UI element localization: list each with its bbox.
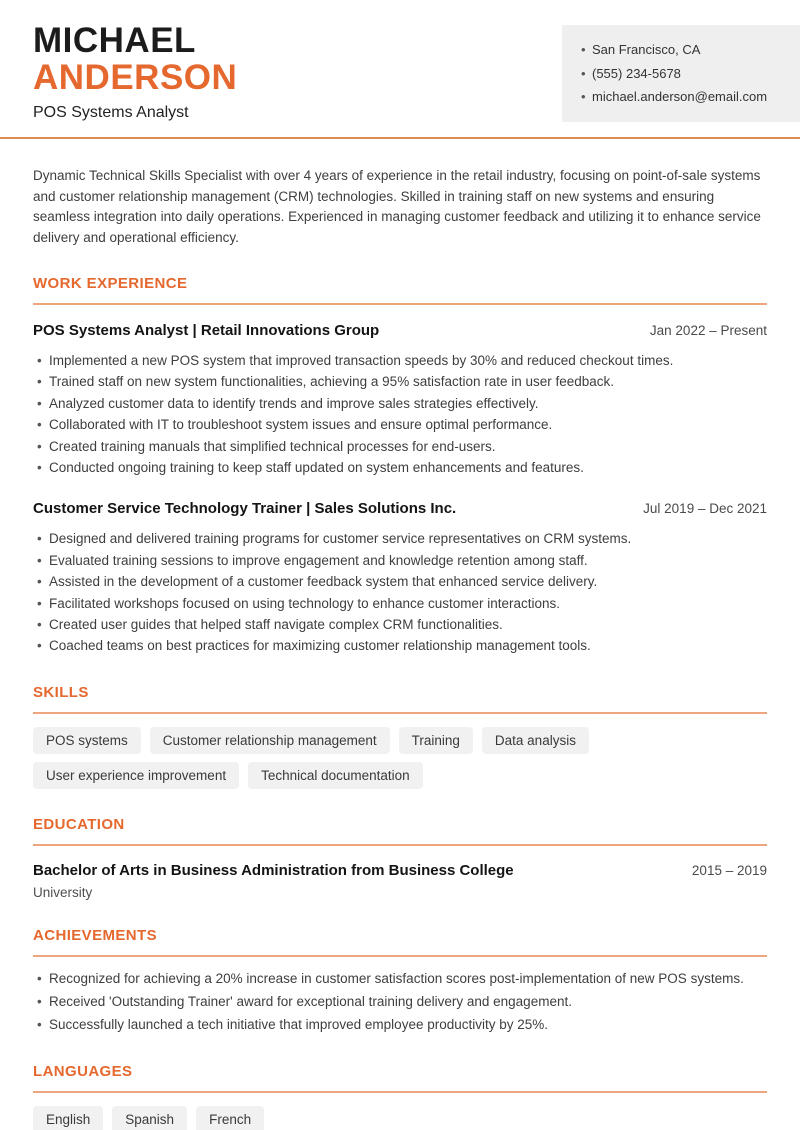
job-title: POS Systems Analyst | Retail Innovations Group <box>33 322 380 339</box>
job-bullet: • Evaluated training sessions to improve engagement and knowledge retention among staff. <box>33 550 767 571</box>
job-bullet: • Implemented a new POS system that improved transaction speeds by 30% and reduced checkout times. <box>33 350 767 371</box>
section-work-experience <box>33 275 767 657</box>
skill-tag: Technical documentation <box>248 762 423 789</box>
achievements-heading: ACHIEVEMENTS <box>33 926 157 944</box>
job-bullet: • Analyzed customer data to identify trends and improve sales strategies effectively. <box>33 393 767 414</box>
skill-tag: POS systems <box>33 727 141 754</box>
skills-tag-list <box>33 727 767 789</box>
section-languages <box>33 1063 767 1130</box>
language-tag: English <box>33 1106 103 1130</box>
job-bullet: • Designed and delivered training programs for customer service representatives on CRM systems. <box>33 528 767 549</box>
job-bullet-list <box>33 528 767 656</box>
education-heading: EDUCATION <box>33 815 125 833</box>
job-entry-header <box>33 499 767 518</box>
languages-tag-list <box>33 1106 767 1130</box>
candidate-first-name: MICHAEL <box>33 21 196 60</box>
job-entry <box>33 321 767 478</box>
section-rule <box>33 303 767 305</box>
header-divider <box>0 137 800 139</box>
job-dates: Jan 2022 – Present <box>649 323 767 338</box>
section-rule <box>33 712 767 714</box>
language-tag: Spanish <box>112 1106 187 1130</box>
job-bullet: • Collaborated with IT to troubleshoot system issues and ensure optimal performance. <box>33 414 767 435</box>
skill-tag: Data analysis <box>482 727 589 754</box>
education-dates: 2015 – 2019 <box>691 862 767 878</box>
job-bullet-list <box>33 350 767 478</box>
section-achievements <box>33 927 767 1037</box>
contact-phone: • (555) 234-5678 <box>581 62 784 86</box>
section-skills <box>33 684 767 789</box>
job-bullet: • Conducted ongoing training to keep staff updated on system enhancements and features. <box>33 457 767 478</box>
job-bullet: • Created training manuals that simplified technical processes for end-users. <box>33 436 767 457</box>
job-bullet: • Created user guides that helped staff navigate complex CRM functionalities. <box>33 614 767 635</box>
job-bullet: • Coached teams on best practices for maximizing customer relationship management tools. <box>33 635 767 656</box>
achievement-bullet: • Received 'Outstanding Trainer' award for exceptional training delivery and engagement. <box>33 990 767 1013</box>
job-title: Customer Service Technology Trainer | Sales Solutions Inc. <box>33 500 457 518</box>
contact-email: • michael.anderson@email.com <box>581 85 784 109</box>
work-experience-heading: WORK EXPERIENCE <box>33 275 188 292</box>
section-rule <box>33 844 767 846</box>
education-entry-header <box>33 861 767 880</box>
candidate-last-name: ANDERSON <box>33 58 238 97</box>
summary-paragraph: Dynamic Technical Skills Specialist with over 4 years of experience in the retail industry, focusing on point-of-sale systems and customer relationship management (CRM) technologies. Skilled in training staff on new systems and ensuring seamless integration into daily operations. Experienced in managing customer feedback and utilizing it to enhance service delivery and operational efficiency. <box>33 168 761 245</box>
job-bullet: • Trained staff on new system functionalities, achieving a 95% satisfaction rate in user feedback. <box>33 371 767 392</box>
skill-tag: Customer relationship management <box>150 727 390 754</box>
resume-body <box>0 166 800 1130</box>
education-institution: University <box>33 884 93 900</box>
section-education <box>33 816 767 900</box>
candidate-job-title: POS Systems Analyst <box>33 104 189 121</box>
achievement-bullet: • Recognized for achieving a 20% increase in customer satisfaction scores post-implementation of new POS systems. <box>33 967 767 990</box>
education-entry <box>33 861 767 900</box>
resume-header <box>0 0 800 122</box>
skills-heading: SKILLS <box>33 683 89 701</box>
achievement-bullet: • Successfully launched a tech initiative that improved employee productivity by 25%. <box>33 1013 767 1036</box>
job-bullet: • Assisted in the development of a customer feedback system that enhanced service delivery. <box>33 571 767 592</box>
job-entry <box>33 499 767 656</box>
section-rule <box>33 955 767 957</box>
job-bullet: • Facilitated workshops focused on using technology to enhance customer interactions. <box>33 593 767 614</box>
section-rule <box>33 1091 767 1093</box>
achievements-list <box>33 967 767 1037</box>
contact-box <box>562 25 800 122</box>
job-dates: Jul 2019 – Dec 2021 <box>643 501 767 517</box>
language-tag: French <box>196 1106 264 1130</box>
education-degree: Bachelor of Arts in Business Administration from Business College <box>33 861 514 879</box>
contact-location: • San Francisco, CA <box>581 38 784 62</box>
skill-tag: Training <box>399 727 473 754</box>
languages-heading: LANGUAGES <box>33 1063 133 1081</box>
job-entry-header <box>33 321 767 340</box>
skill-tag: User experience improvement <box>33 762 239 789</box>
